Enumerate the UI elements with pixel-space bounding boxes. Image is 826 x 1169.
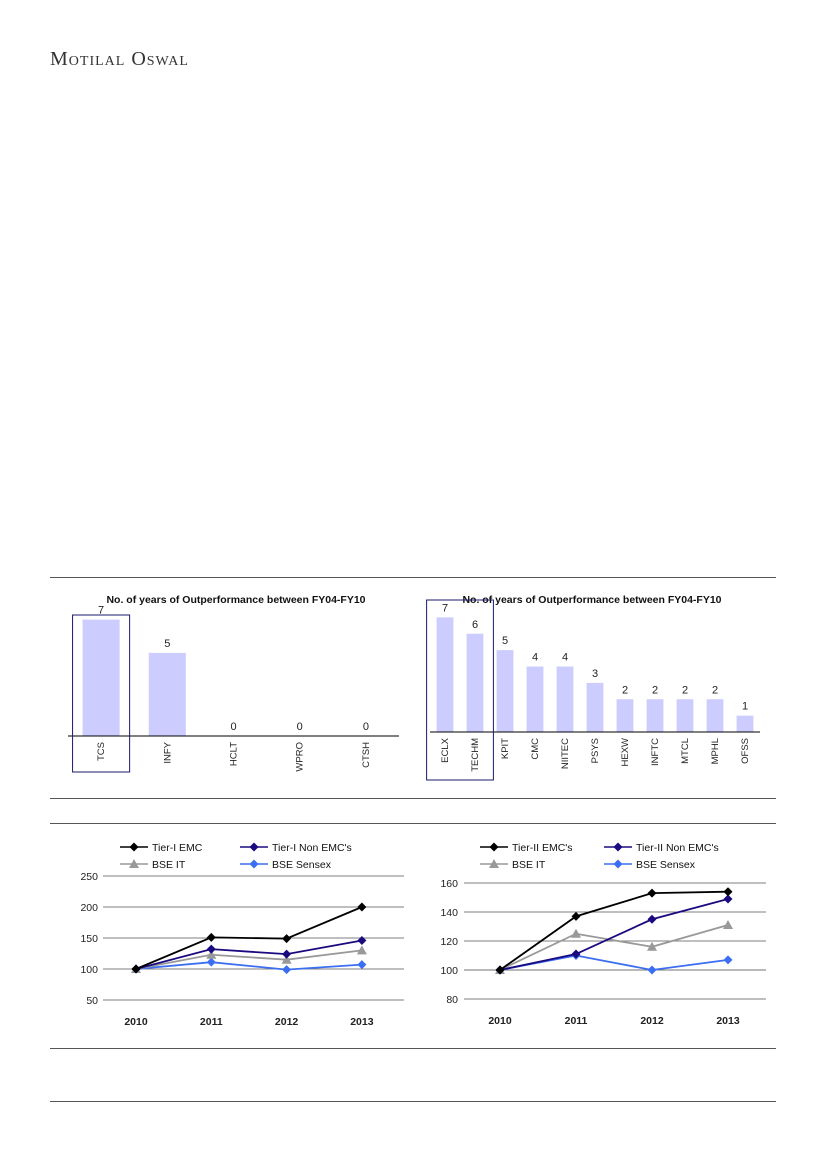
bar-mtcl [677,699,694,732]
bar-cmc [527,667,544,733]
y-tick-label-160: 160 [440,878,458,890]
data-label-infy: 5 [164,637,171,650]
point-bse-sensex-2013 [357,960,366,969]
x-tick-label-2012: 2012 [640,1015,664,1027]
bar-kpit [497,650,514,732]
x-tick-label-2010: 2010 [124,1016,148,1028]
chart-title: No. of years of Outperformance between FY04-FY10 [462,594,722,606]
data-label-kpit: 5 [501,635,509,648]
bar-chart-tier2 [418,584,770,792]
point-tier-ii-non-emc-s-2012 [648,915,657,924]
legend-marker-bse-sensex [250,860,259,869]
tick-label-eclx: ECLX [440,738,451,763]
tick-label-wpro: WPRO [294,742,306,772]
point-tier-i-non-emc-s-2012 [282,950,291,959]
footer-rule [50,1101,776,1102]
y-tick-label-50: 50 [86,995,98,1007]
tick-label-hexw: HEXW [620,738,631,767]
point-bse-it-2013 [357,945,367,954]
x-tick-label-2013: 2013 [716,1015,740,1027]
bar-ofss [737,716,754,732]
bar-infy [149,653,186,736]
y-tick-label-140: 140 [440,907,458,919]
bar-psys [587,683,604,732]
bar-niitec [557,667,574,733]
data-label-hexw: 2 [621,684,629,697]
legend-marker-tier-ii-non-emc-s [614,843,623,852]
bar-mphl [707,699,724,732]
legend-marker-tier-i-non-emc-s [250,843,259,852]
tick-label-ofss: OFSS [740,738,751,764]
data-label-wpro: 0 [296,721,303,733]
bar-techm [467,634,484,732]
legend-label-bse-sensex: BSE Sensex [272,859,331,871]
y-tick-label-100: 100 [440,965,458,977]
point-bse-sensex-2012 [282,965,291,974]
point-tier-ii-emc-s-2012 [648,889,657,898]
legend-label-bse-it: BSE IT [512,859,546,871]
legend-label-tier-i-non-emc-s: Tier-I Non EMC's [272,842,352,854]
series-line-tier-ii-emc-s [500,892,728,970]
chart-title: No. of years of Outperformance between FY04-FY10 [106,594,366,606]
legend-label-tier-ii-emc-s: Tier-II EMC's [512,842,573,854]
bar-tcs [83,620,120,736]
point-tier-i-emc-2013 [357,903,366,912]
panel-bottom-rule [50,1048,776,1049]
bar-hexw [617,699,634,732]
legend-marker-tier-ii-emc-s [490,843,499,852]
data-label-psys: 3 [591,667,599,680]
tick-label-infy: INFY [162,742,174,764]
legend-label-bse-it: BSE IT [152,859,186,871]
tick-label-niitec: NIITEC [560,738,571,770]
point-tier-i-emc-2012 [282,934,291,943]
legend-label-bse-sensex: BSE Sensex [636,859,695,871]
bar-eclx [437,617,454,732]
y-tick-label-80: 80 [446,994,458,1006]
x-tick-label-2013: 2013 [350,1016,374,1028]
tick-label-hclt: HCLT [228,742,240,767]
data-label-eclx: 7 [441,602,449,615]
legend-marker-tier-i-emc [130,843,139,852]
y-tick-label-150: 150 [80,933,98,945]
y-tick-label-120: 120 [440,936,458,948]
y-tick-label-100: 100 [80,964,98,976]
x-tick-label-2012: 2012 [274,1016,299,1028]
bar-inftc [647,699,664,732]
tick-label-psys: PSYS [590,738,601,764]
point-tier-i-non-emc-s-2013 [357,936,366,945]
tick-label-tcs: TCS [96,742,108,761]
point-bse-sensex-2011 [207,958,216,967]
legend-label-tier-ii-non-emc-s: Tier-II Non EMC's [636,842,719,854]
data-label-techm: 6 [471,618,479,631]
panel-mid-rule-2 [50,823,776,824]
point-bse-sensex-2013 [724,955,733,964]
x-tick-label-2010: 2010 [488,1015,512,1027]
point-bse-it-2011 [571,929,581,938]
data-label-mphl: 2 [711,684,719,697]
legend-label-tier-i-emc: Tier-I EMC [152,842,203,854]
data-label-ofss: 1 [741,700,749,713]
tick-label-cmc: CMC [530,738,541,760]
data-label-ctsh: 0 [362,721,369,733]
point-bse-it-2013 [723,920,733,929]
x-tick-label-2011: 2011 [564,1015,588,1027]
line-chart-tier2 [418,829,770,1041]
data-label-hclt: 0 [230,721,237,733]
tick-label-mphl: MPHL [710,738,721,765]
data-label-tcs: 7 [98,604,105,617]
point-tier-ii-emc-s-2013 [724,887,733,896]
y-tick-label-200: 200 [80,902,98,914]
brand-logo-text: Motilal Oswal [50,48,189,70]
x-tick-label-2011: 2011 [199,1016,223,1028]
point-tier-i-emc-2011 [207,933,216,942]
legend-marker-bse-sensex [614,860,623,869]
panel-mid-rule [50,798,776,799]
data-label-cmc: 4 [531,651,539,664]
data-label-inftc: 2 [651,684,659,697]
data-label-niitec: 4 [561,651,569,664]
tick-label-mtcl: MTCL [680,738,691,764]
tick-label-inftc: INFTC [650,738,661,766]
data-label-mtcl: 2 [681,684,689,697]
line-chart-tier1 [56,829,410,1041]
point-bse-sensex-2012 [648,966,657,975]
tick-label-techm: TECHM [470,738,481,772]
y-tick-label-250: 250 [80,871,98,883]
tick-label-kpit: KPIT [500,738,511,760]
tick-label-ctsh: CTSH [360,742,372,768]
bar-chart-tier1 [56,584,410,792]
point-tier-ii-non-emc-s-2011 [572,950,581,959]
panel-top-rule [50,577,776,578]
point-tier-i-non-emc-s-2011 [207,945,216,954]
